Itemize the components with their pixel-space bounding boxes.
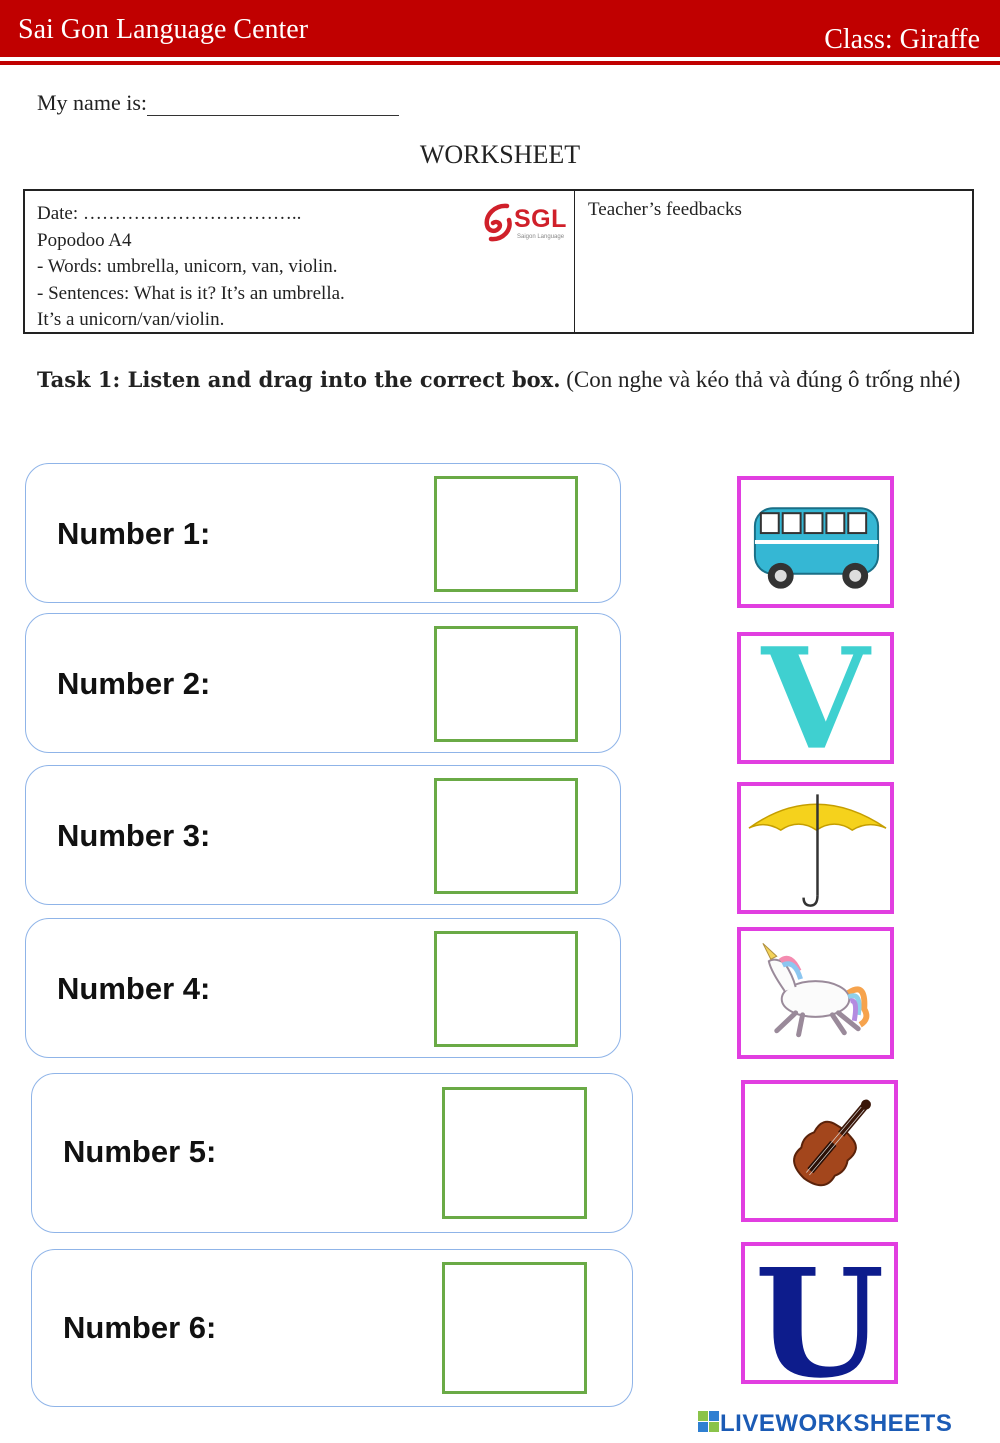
words-line: - Words: umbrella, unicorn, van, violin.: [37, 256, 338, 277]
answer-row-3: [25, 765, 621, 905]
letter-u-card[interactable]: [741, 1242, 898, 1384]
letter-v-icon: [741, 636, 890, 760]
umbrella-card[interactable]: [737, 782, 894, 914]
footer-brand: LIVEWORKSHEETS: [720, 1410, 953, 1437]
task-title: Task 1: Listen and drag into the correct box.: [37, 367, 561, 392]
row-label: Number 5:: [63, 1134, 217, 1169]
row-label: Number 1:: [57, 516, 211, 551]
row-label: Number 4:: [57, 971, 211, 1006]
name-prompt: My name is:: [37, 90, 147, 115]
liveworksheets-logo-icon: [698, 1411, 720, 1435]
drop-box-2[interactable]: [434, 626, 578, 742]
task-instruction: [37, 364, 967, 395]
drop-box-1[interactable]: [434, 476, 578, 592]
info-table: [23, 189, 974, 334]
name-blank: [147, 93, 399, 116]
answer-row-2: [25, 613, 621, 753]
logo-subtext: Saigon Language: [517, 234, 565, 240]
info-left-cell: [25, 191, 575, 332]
sentences-line-2: It’s a unicorn/van/violin.: [37, 309, 225, 330]
drop-box-4[interactable]: [434, 931, 578, 1047]
violin-card[interactable]: [741, 1080, 898, 1222]
unicorn-icon: [741, 931, 890, 1055]
header-underline: [0, 61, 1000, 65]
drop-box-6[interactable]: [442, 1262, 587, 1394]
van-icon: [741, 480, 890, 604]
drop-box-5[interactable]: [442, 1087, 587, 1219]
answer-row-6: [31, 1249, 633, 1407]
name-prompt-line: [37, 90, 399, 116]
date-line: Date: ……………………………..: [37, 203, 302, 224]
sgl-logo: [481, 203, 575, 243]
letter-v-card[interactable]: [737, 632, 894, 764]
row-label: Number 6:: [63, 1310, 217, 1345]
answer-row-5: [31, 1073, 633, 1233]
letter-v-text: V: [761, 636, 870, 760]
drop-box-3[interactable]: [434, 778, 578, 894]
center-name: Sai Gon Language Center: [18, 14, 309, 45]
unicorn-card[interactable]: [737, 927, 894, 1059]
letter-u-text: U: [754, 1246, 885, 1380]
umbrella-icon: [741, 786, 890, 910]
class-label: Class: Giraffe: [824, 24, 980, 55]
violin-icon: [745, 1084, 894, 1218]
logo-text: SGL: [514, 205, 567, 233]
teacher-feedback-label: Teacher’s feedbacks: [588, 199, 742, 220]
row-label: Number 2:: [57, 666, 211, 701]
info-lines: [37, 201, 345, 334]
van-card[interactable]: [737, 476, 894, 608]
task-note: (Con nghe và kéo thả và đúng ô trống nhé): [566, 367, 961, 392]
sentences-line: - Sentences: What is it? It’s an umbrella.: [37, 282, 345, 304]
answer-row-4: [25, 918, 621, 1058]
answer-row-1: [25, 463, 621, 603]
sgl-logo-icon: [481, 203, 515, 243]
worksheet-title: WORKSHEET: [419, 140, 581, 169]
letter-u-icon: [745, 1246, 894, 1380]
unit-line: Popodoo A4: [37, 229, 132, 251]
row-label: Number 3:: [57, 818, 211, 853]
